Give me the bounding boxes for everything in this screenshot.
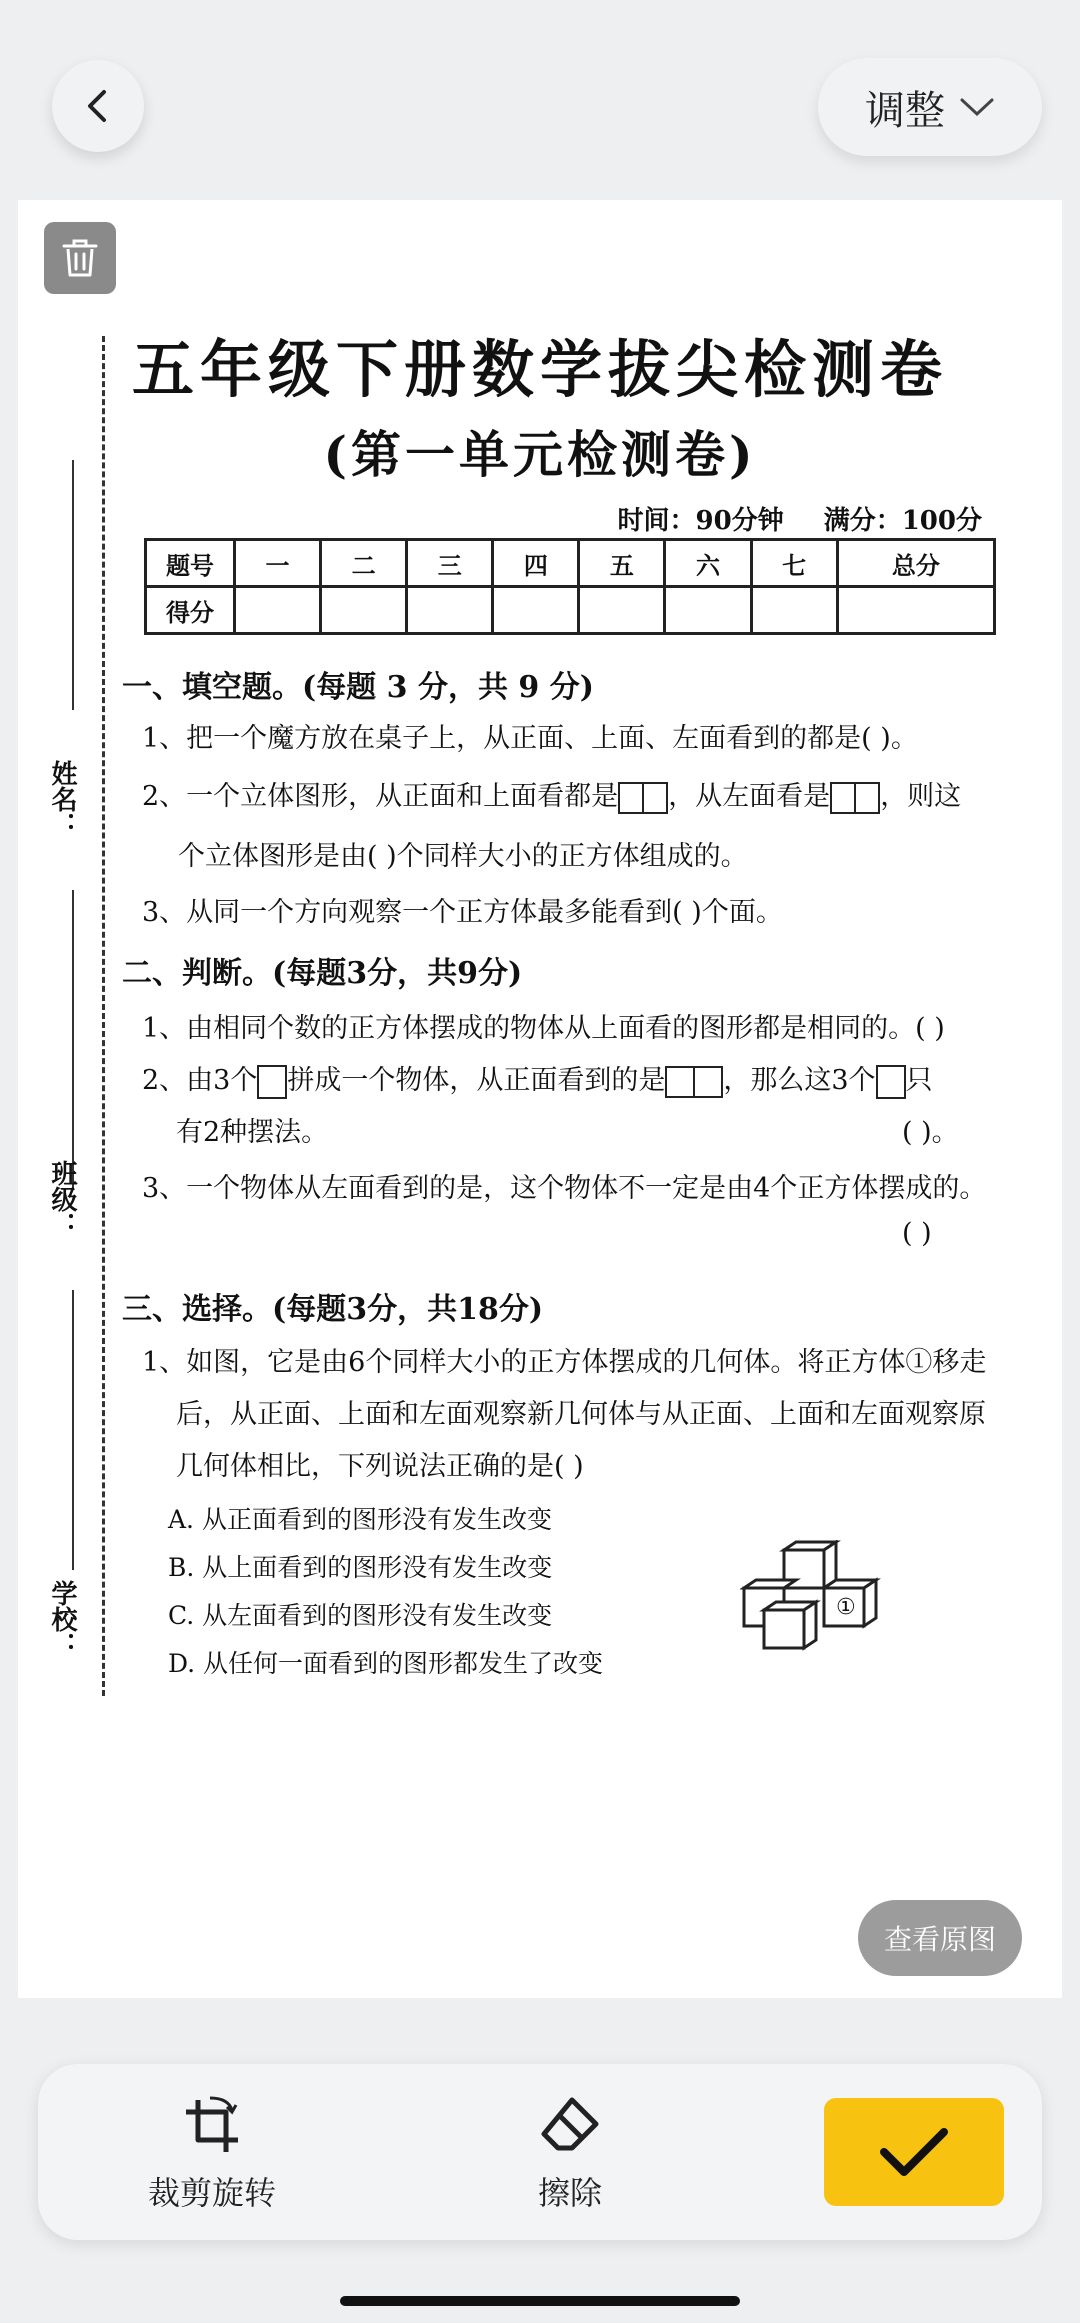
section3-q1-line2: 后，从正面、上面和左面观察新几何体与从正面、上面和左面观察原: [176, 1399, 986, 1430]
q2-text-a: 2、一个立体图形，从正面和上面看都是: [142, 781, 619, 812]
square-figure: [665, 1066, 695, 1098]
table-cell: [321, 587, 407, 634]
adjust-label: 调整: [865, 87, 945, 134]
document-preview[interactable]: [18, 200, 1062, 1998]
option-c: C. 从左面看到的图形没有发生改变: [168, 1601, 553, 1630]
section3-heading: 三、选择。(每题3分，共18分): [122, 1292, 544, 1327]
class-line: [72, 890, 74, 1190]
option-d: D. 从任何一面看到的图形都发生了改变: [168, 1649, 604, 1678]
side-label-name: 姓名：: [47, 760, 77, 838]
s2q2-text-b: 拼成一个物体，从正面看到的是: [287, 1065, 666, 1096]
school-line: [72, 1290, 74, 1570]
chevron-left-icon: [78, 86, 118, 126]
option-a: A. 从正面看到的图形没有发生改变: [168, 1505, 552, 1534]
full-score-label: 满分：100分: [823, 506, 982, 536]
table-cell: 题号: [146, 540, 235, 587]
trash-icon: [61, 237, 99, 279]
table-cell: [751, 587, 837, 634]
square-figure: [618, 782, 644, 814]
section1-heading: 一、填空题。(每题 3 分，共 9 分): [122, 670, 594, 705]
s2q2-text-c: ，那么这3个: [723, 1065, 876, 1096]
scanned-document: [18, 200, 1062, 1998]
adjust-button[interactable]: [818, 58, 1042, 156]
section3-q1-line3: 几何体相比，下列说法正确的是( ): [176, 1451, 584, 1482]
document-title: 五年级下册数学拔尖检测卷: [131, 333, 948, 406]
square-figure: [830, 782, 856, 814]
time-score-line: [578, 500, 982, 537]
table-cell: 七: [751, 540, 837, 587]
table-cell: [407, 587, 493, 634]
side-label-school: 学校：: [47, 1580, 77, 1658]
crop-rotate-button[interactable]: [148, 2094, 276, 2214]
time-label: 时间：90分钟: [617, 506, 784, 536]
document-subtitle: (第一单元检测卷): [323, 425, 757, 484]
table-cell: [235, 587, 321, 634]
s2q2-text-d: 只: [905, 1065, 933, 1096]
crop-rotate-label: 裁剪旋转: [148, 2174, 277, 2212]
bottom-toolbar: [38, 2064, 1042, 2240]
score-table: [144, 538, 996, 635]
s2q2-text-a: 2、由3个: [142, 1065, 258, 1096]
chevron-down-icon: [959, 96, 995, 118]
cube-stack-figure: [740, 1540, 890, 1660]
confirm-button[interactable]: [824, 2098, 1004, 2206]
delete-button[interactable]: [44, 222, 116, 294]
checkmark-icon: [878, 2124, 950, 2180]
crop-rotate-icon: [180, 2094, 244, 2158]
table-cell: 六: [665, 540, 751, 587]
table-cell: [665, 587, 751, 634]
back-button[interactable]: [52, 60, 144, 152]
section2-q3: 3、一个物体从左面看到的是，这个物体不一定是由4个正方体摆成的。: [142, 1173, 987, 1204]
section3-q1-line1: 1、如图，它是由6个同样大小的正方体摆成的几何体。将正方体①移走: [142, 1347, 987, 1378]
table-cell: 五: [579, 540, 665, 587]
cube-figure: [876, 1065, 906, 1099]
section1-q1: 1、把一个魔方放在桌子上，从正面、上面、左面看到的都是( )。: [142, 723, 918, 754]
q2-text-c: ，则这: [880, 781, 962, 812]
section1-q2-cont: 个立体图形是由( )个同样大小的正方体组成的。: [178, 841, 748, 872]
view-original-button[interactable]: 查看原图: [858, 1900, 1022, 1976]
erase-label: 擦除: [538, 2174, 603, 2212]
section2-q1: 1、由相同个数的正方体摆成的物体从上面看的图形都是相同的。( ): [142, 1013, 945, 1044]
cut-line: [102, 336, 105, 1696]
table-cell: 得分: [146, 587, 235, 634]
side-label-class: 班级：: [47, 1160, 77, 1238]
square-figure: [854, 782, 880, 814]
q2-text-b: ，从左面看是: [668, 781, 831, 812]
section2-q2-answer: ( )。: [902, 1117, 959, 1148]
section1-q3: 3、从同一个方向观察一个正方体最多能看到( )个面。: [142, 897, 783, 928]
square-figure: [642, 782, 668, 814]
section2-heading: 二、判断。(每题3分，共9分): [122, 956, 523, 991]
option-b: B. 从上面看到的图形没有发生改变: [168, 1553, 553, 1582]
table-cell: [579, 587, 665, 634]
section2-q3-answer: ( ): [902, 1218, 932, 1249]
section2-q2-cont: 有2种摆法。: [176, 1117, 329, 1148]
section1-q2: [142, 774, 961, 814]
table-row: [146, 540, 995, 587]
table-cell: 二: [321, 540, 407, 587]
cube-figure: [257, 1065, 287, 1099]
erase-button[interactable]: [538, 2094, 602, 2214]
square-figure: [693, 1066, 723, 1098]
table-row: [146, 587, 995, 634]
table-cell: 四: [493, 540, 579, 587]
cube-label: ①: [836, 1595, 856, 1620]
home-indicator[interactable]: [340, 2296, 740, 2306]
name-line: [72, 460, 74, 710]
table-cell: [493, 587, 579, 634]
table-cell: 一: [235, 540, 321, 587]
eraser-icon: [538, 2094, 602, 2158]
table-cell: 三: [407, 540, 493, 587]
section2-q2: [142, 1058, 933, 1099]
table-cell: 总分: [837, 540, 994, 587]
table-cell: [837, 587, 994, 634]
